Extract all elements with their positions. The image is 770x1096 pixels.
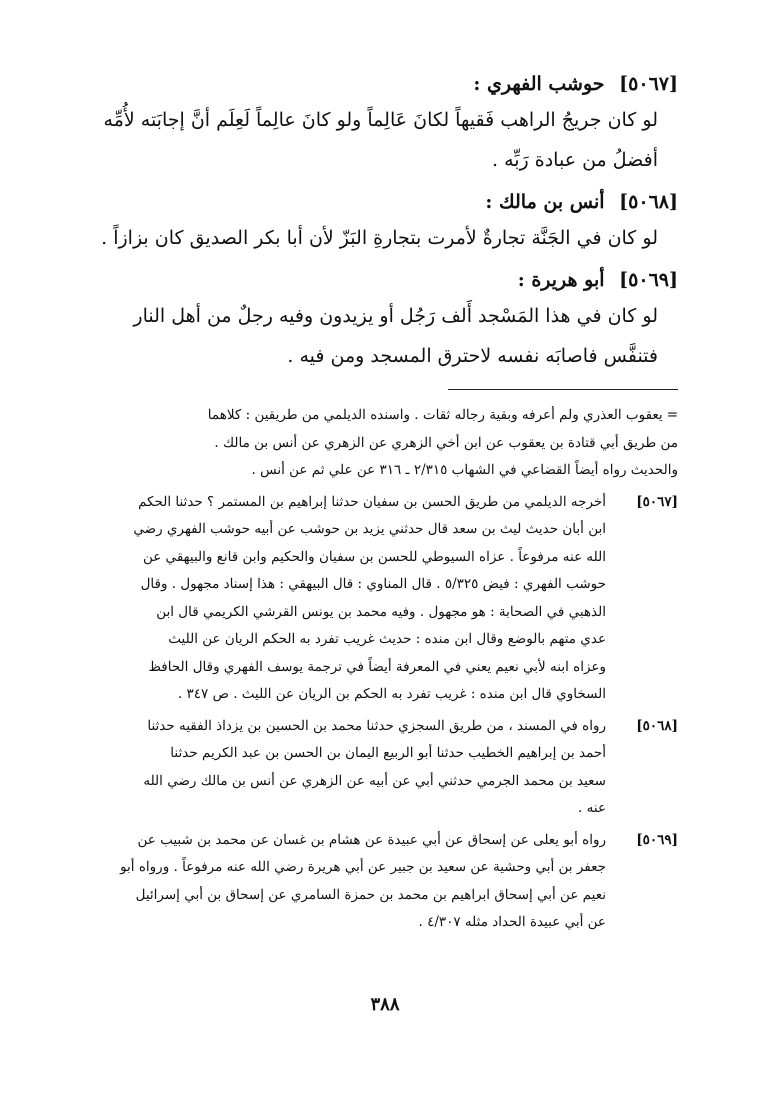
footnote-line: وعزاه ابنه لأبي نعيم يعني في المعرفة أيضاً في ترجمة يوسف الفهري وقال الحافظ: [148, 658, 606, 675]
entry-narrator: أنس بن مالك :: [485, 191, 605, 213]
footnote-line: ابن أبان حديث ليث بن سعد قال حدثني يزيد بن حوشب عن أبيه حوشب الفهري رضي: [133, 521, 606, 537]
footnote-line: عدي متهم بالوضع وقال ابن منده : حديث غريب تفرد به الحكم الريان عن الليث: [168, 631, 606, 647]
entry-narrator: أبو هريرة :: [517, 269, 605, 291]
entry-heading: [80, 68, 678, 100]
footnote-line: الله عنه مرفوعاً . عزاه السيوطي للحسن بن سفيان والحكيم وابن قانع والبيهقي عن: [142, 548, 606, 565]
text-line: لو كان في هذا المَسْجد أَلف رَجُل أو يزيدون وفيه رجلٌ من أهل النار: [133, 305, 658, 327]
entry-text: [80, 296, 658, 376]
hadith-entry-5067: [80, 68, 678, 180]
continuation-mark: =: [666, 407, 678, 423]
footnote-line: حوشب الفهري : فيض ٥/٣٢٥ . قال المناوي : قال البيهقي : هذا إسناد مجهول . وقال: [140, 576, 606, 592]
page-number: ٣٨٨: [370, 994, 400, 1015]
footnote-line: جعفر بن أبي وحشية عن سعيد بن جبير عن أبي هريرة رضي الله عنه مرفوعاً . ورواه أبو: [120, 859, 606, 875]
entry-text: [80, 218, 658, 258]
footnote-number: [٥٠٦٨]: [636, 717, 678, 734]
footnote-divider: [448, 389, 678, 390]
entry-number: [٥٠٦٨]: [619, 191, 678, 213]
entry-heading: [80, 186, 678, 218]
footnote-continuation: [70, 402, 678, 485]
entry-number: [٥٠٦٩]: [619, 269, 678, 291]
footnote-line: نعيم عن أبي إسحاق ابراهيم بن محمد بن حمزة السامري عن إسحاق بن أبي إسرائيل: [135, 886, 606, 903]
footnote-number: [٥٠٦٧]: [636, 493, 678, 510]
footnote-line: أحمد بن إبراهيم الخطيب حدثنا أبو الربيع اليمان بن الحسن بن عبد الكريم حدثنا: [170, 745, 606, 761]
hadith-entry-5069: [80, 264, 678, 376]
entry-heading: [80, 264, 678, 296]
hadith-entries: [80, 68, 678, 382]
footnote-number: [٥٠٦٩]: [636, 831, 678, 848]
text-line: لو كان في الجَنَّة تجارةٌ لأمرت بتجارةِ البَزّ لأن أبا بكر الصديق كان بزازاً .: [101, 227, 658, 249]
footnote-line: سعيد بن محمد الجرمي حدثني أبي عن أبيه عن الزهري عن أنس بن مالك رضي الله: [143, 772, 606, 789]
footnote-line: السخاوي قال ابن منده : غريب تفرد به الحكم بن الريان عن الليث . ص ٣٤٧ .: [177, 686, 606, 702]
text-line: أفضلُ من عبادة رَبِّه .: [492, 149, 658, 171]
hadith-entry-5068: [80, 186, 678, 258]
footnote-line: من طريق أبي قتادة بن يعقوب عن ابن أخي الزهري عن الزهري عن أنس بن مالك .: [214, 434, 678, 451]
footnote-5069: [70, 827, 678, 937]
entry-number: [٥٠٦٧]: [619, 73, 678, 95]
footnote-line: أخرجه الديلمي من طريق الحسن بن سفيان حدثنا إبراهيم بن المستمر ؟ حدثنا الحكم: [138, 493, 606, 510]
footnote-5068: [70, 713, 678, 823]
footnote-line: الذهبي في الصحابة : هو مجهول . وفيه محمد بن يونس القرشي الكريمي قال ابن: [156, 603, 606, 620]
footnote-line: رواه في المسند ، من طريق السجزي حدثنا محمد بن الحسين بن يزداذ الفقيه حدثنا: [147, 717, 606, 734]
text-line: لو كان جريجُ الراهب فَقيهاً لكانَ عَالِماً ولو كانَ عالِماً لَعِلَم أنَّ إجابَته لأُمِّه: [103, 109, 658, 131]
footnote-line: رواه أبو يعلى عن إسحاق عن أبي عبيدة عن هشام بن غسان عن محمد بن شبيب عن: [137, 831, 606, 848]
entry-text: [80, 100, 658, 180]
footnote-line: عنه .: [578, 800, 606, 816]
entry-narrator: حوشب الفهري :: [473, 73, 605, 95]
footnotes: [70, 402, 678, 937]
footnote-line: =يعقوب العذري ولم أعرفه وبقية رجاله ثقات . واسنده الديلمي من طريقين : كلاهما: [207, 407, 678, 423]
footnote-5067: [70, 489, 678, 709]
footnote-line: عن أبي عبيدة الحداد مثله ٤/٣٠٧ .: [418, 914, 606, 930]
footnote-line: والحديث رواه أيضاً القضاعي في الشهاب ٢/٣١٥ ـ ٣١٦ عن علي ثم عن أنس .: [251, 462, 678, 478]
text-line: فتنفَّس فاصابَه نفسه لاحترق المسجد ومن فيه .: [287, 345, 658, 367]
